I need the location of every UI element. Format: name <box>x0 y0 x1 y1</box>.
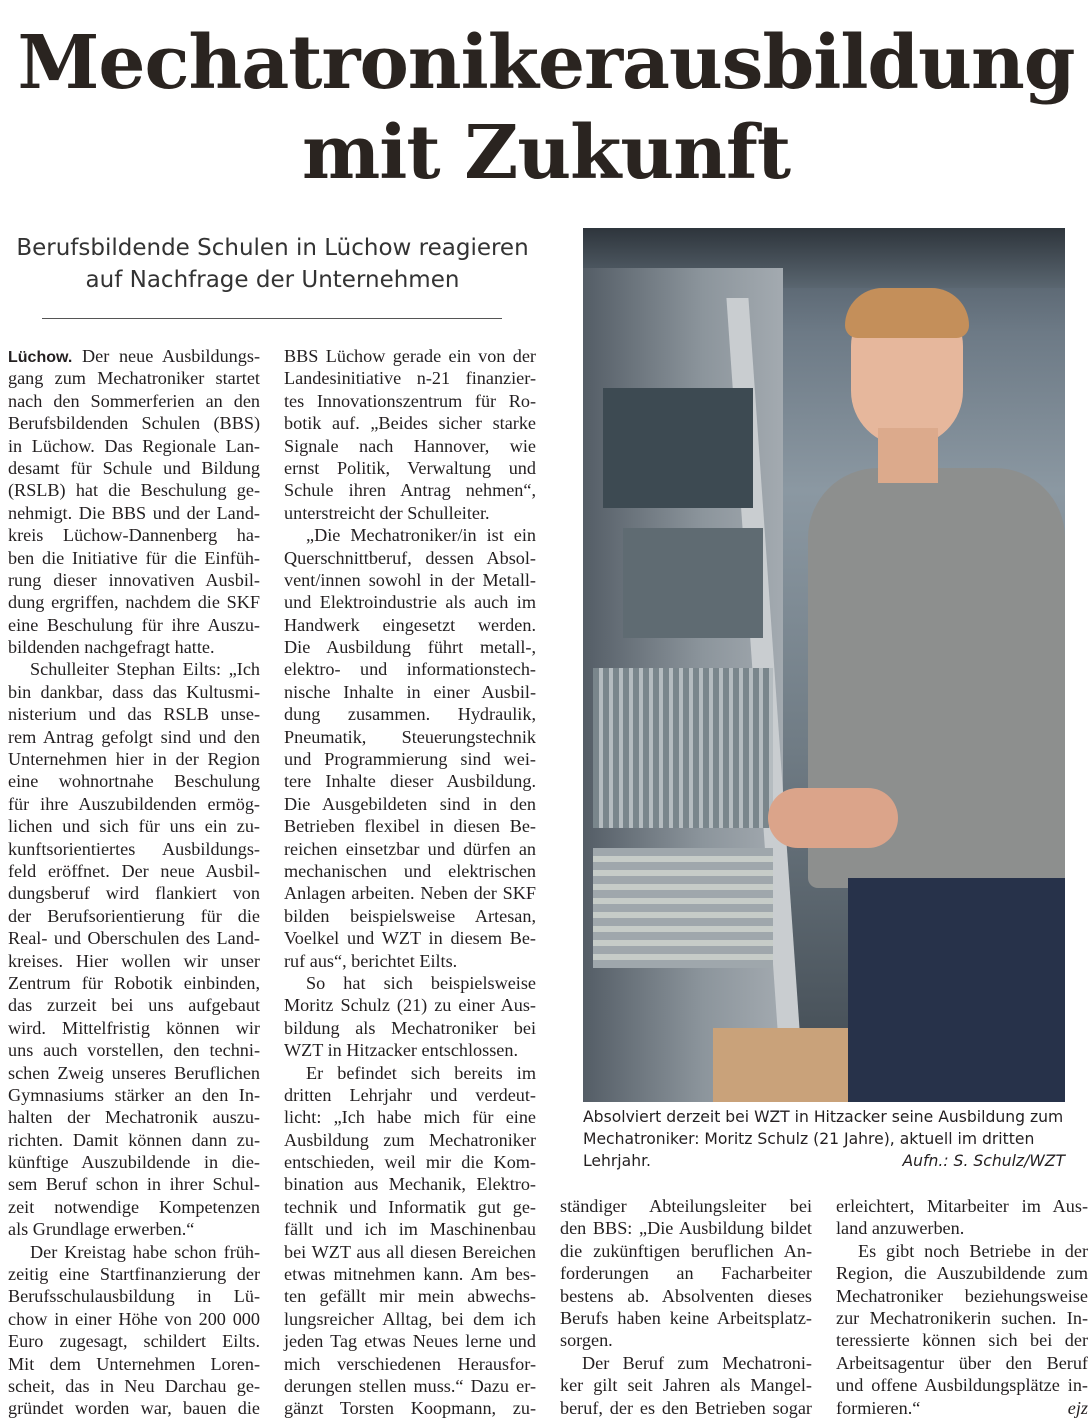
text-line: und Programmierung sind wei- <box>284 749 536 770</box>
text-line: Moritz Schulz (21) zu einer Aus- <box>284 995 536 1016</box>
text-line: ernst Politik, Verwaltung und <box>284 457 536 478</box>
text-line: und offene Ausbildungsplätze in- <box>836 1375 1088 1396</box>
text-line: dung zusammen. Hydraulik, <box>284 704 536 725</box>
text-line: formieren.“ ejz <box>836 1397 1088 1418</box>
text-line: licht: „Ich habe mich für eine <box>284 1107 536 1128</box>
text-line: dung ergriffen, nachdem die SKF <box>8 592 260 613</box>
text-line: scheit, das in Neu Darchau ge- <box>8 1375 260 1396</box>
paragraph <box>8 1241 260 1420</box>
text-line: sem Beruf schon in ihrer Schul- <box>8 1174 260 1195</box>
text-line: mechanischen und elektrischen <box>284 860 536 881</box>
text-line: Schulleiter Stephan Eilts: „Ich <box>30 659 260 680</box>
text-line: vent/innen sowohl in der Metall- <box>284 569 536 590</box>
article-column-2 <box>284 345 536 1420</box>
person-hands <box>768 788 898 848</box>
text-line: Mit dem Unternehmen Loren- <box>8 1353 260 1374</box>
headline-line-2: mit Zukunft <box>301 110 791 196</box>
text-line: halten der Mechatronik auszu- <box>8 1107 260 1128</box>
text-line: Signale nach Hannover, wie <box>284 435 536 456</box>
text-line: lungsreicher Alltag, bei dem ich <box>284 1308 536 1329</box>
text-line: bildenden nachgefragt hatte. <box>8 637 215 658</box>
text-line: Berufs haben keine Arbeitsplatz- <box>560 1307 812 1328</box>
text-line: und Elektroindustrie als auch im <box>284 592 536 613</box>
text-line: tes Innovationszentrum für Ro- <box>284 390 536 411</box>
person-neck <box>878 428 938 483</box>
text-line: botik auf. „Beides sicher starke <box>284 413 536 434</box>
subheadline-line-1: Berufsbildende Schulen in Lüchow reagieren <box>16 235 529 261</box>
text-line: Berufsbildenden Schulen (BBS) <box>8 413 260 434</box>
paragraph <box>836 1195 1088 1240</box>
text-line: bination aus Mechanik, Elektro- <box>284 1174 536 1195</box>
text-line: rem Antrag gefolgt sind und den <box>8 726 260 747</box>
text-line: kreises. Hier wollen wir unser <box>8 950 260 971</box>
text-line: eine Beschulung für ihre Auszu- <box>8 614 260 635</box>
paragraph <box>560 1195 812 1352</box>
text-line: Lüchow. Der neue Ausbildungs- <box>8 346 260 366</box>
wiring-rail <box>593 848 773 968</box>
text-line: eine wohnortnahe Beschulung <box>8 771 260 792</box>
text-line: für ihre Auszubildenden ermög- <box>8 793 260 814</box>
text-line: künftige Auszubildende in die- <box>8 1152 260 1173</box>
text-line: forderungen an Facharbeiter <box>560 1263 812 1284</box>
cabinet-module <box>603 388 753 508</box>
text-line: nach den Sommerferien an den <box>8 390 260 411</box>
article-column-1 <box>8 345 260 1420</box>
paragraph <box>836 1240 1088 1419</box>
person-hair <box>845 288 969 338</box>
text-line: nisterium und das RSLB unse- <box>8 704 260 725</box>
text-line: Der Beruf zum Mechatroni- <box>582 1352 812 1373</box>
text-line: zeit notwendige Kompetenzen <box>8 1196 260 1217</box>
text-line: gründet worden war, bauen die <box>8 1398 260 1419</box>
caption-line: Lehrjahr. <box>583 1152 652 1170</box>
photo-credit: Aufn.: S. Schulz/WZT <box>902 1152 1065 1170</box>
photo-caption <box>583 1106 1065 1172</box>
text-line: Querschnittberuf, dessen Absol- <box>284 547 536 568</box>
text-line: tere Inhalte dieser Ausbildung. <box>284 771 536 792</box>
text-line: ker gilt seit Jahren als Mangel- <box>560 1375 812 1396</box>
cabinet-module <box>623 528 763 638</box>
text-line: Arbeitsagentur über den Beruf <box>836 1352 1088 1373</box>
paragraph <box>560 1352 812 1419</box>
text-line: WZT in Hitzacker entschlossen. <box>284 1040 519 1061</box>
text-line: die zukünftigen beruflichen An- <box>560 1240 812 1261</box>
dateline: Lüchow. <box>8 349 73 366</box>
text-line: desamt für Schule und Bildung <box>8 457 260 478</box>
text-line: bin dankbar, dass das Kultusmi- <box>8 681 260 702</box>
text-line: erleichtert, Mitarbeiter im Aus- <box>836 1196 1088 1216</box>
text-line: ruf aus“, berichtet Eilts. <box>284 950 458 971</box>
subheadline-line-2: auf Nachfrage der Unternehmen <box>85 267 460 293</box>
text-line: Betrieben flexibel in diesen Be- <box>284 816 536 837</box>
text-line: den BBS: „Die Ausbildung bildet <box>560 1218 812 1239</box>
text-line: nehmigt. Die BBS und der Land- <box>8 502 260 523</box>
paragraph <box>8 658 260 1240</box>
text-line: ben die Initiative für die Einfüh- <box>8 547 260 568</box>
paragraph <box>8 345 260 658</box>
text-line: gänzt Torsten Koopmann, zu- <box>284 1398 536 1419</box>
text-line: Handwerk eingesetzt werden. <box>284 614 536 635</box>
terminal-blocks <box>593 668 773 828</box>
text-line: beruf, der es den Betrieben sogar <box>560 1397 812 1418</box>
text-line: Schule ihren Antrag nehmen“, <box>284 480 536 501</box>
text-line: land anzuwerben. <box>836 1218 965 1239</box>
text-line: lichen und sich für uns ein zu- <box>8 816 260 837</box>
text-line: entschieden, weil mir die Kom- <box>284 1152 536 1173</box>
text-line: Der Kreistag habe schon früh- <box>30 1241 260 1262</box>
text-line: wird. Mittelfristig können wir <box>8 1017 260 1038</box>
paragraph <box>284 345 536 524</box>
text-line: rung dieser innovativen Ausbil- <box>8 569 260 590</box>
caption-line: Mechatroniker: Moritz Schulz (21 Jahre), aktuell im dritten <box>583 1130 1035 1148</box>
text-line: So hat sich beispielsweise <box>306 972 536 993</box>
text-line: Euro zugesagt, schildert Eilts. <box>8 1331 260 1352</box>
headline-line-1: Mechatronikerausbildung <box>17 20 1075 106</box>
text-line: richten. Damit können dann zu- <box>8 1129 260 1150</box>
text-line: Er befindet sich bereits im <box>306 1062 536 1083</box>
text-line: Berufsschulausbildung in Lü- <box>8 1286 260 1307</box>
text-line: reichen einsetzbar und dürfen an <box>284 838 536 859</box>
paragraph <box>284 972 536 1062</box>
text-line: zeitig eine Startfinanzierung der <box>8 1264 260 1285</box>
text-line: in Lüchow. Das Regionale Lan- <box>8 435 260 456</box>
text-line: elektro- und informationstech- <box>284 659 536 680</box>
text-line: etwas mitnehmen kann. Am bes- <box>284 1264 536 1285</box>
text-line: Es gibt noch Betriebe in der <box>858 1240 1088 1261</box>
text-line: BBS Lüchow gerade ein von der <box>284 346 536 366</box>
text-line: unterstreicht der Schulleiter. <box>284 502 490 523</box>
text-line: sorgen. <box>560 1330 613 1351</box>
text-line: als Grundlage erwerben.“ <box>8 1219 195 1240</box>
text-line: Landesinitiative n-21 finanzier- <box>284 368 536 389</box>
text-line: bilden beispielsweise Artesan, <box>284 905 536 926</box>
text-line: bei WZT aus all diesen Bereichen <box>284 1241 536 1262</box>
text-line: Pneumatik, Steuerungstechnik <box>284 726 536 747</box>
text-line: kreis Lüchow-Dannenberg ha- <box>8 525 260 546</box>
article-column-3 <box>560 1195 812 1419</box>
text-line: mich verschiedenen Herausfor- <box>284 1353 536 1374</box>
text-line: Region, die Auszubildende zum <box>836 1263 1088 1284</box>
text-line: Unternehmen hier in der Region <box>8 749 260 770</box>
text-line: (RSLB) hat die Beschulung ge- <box>8 480 260 501</box>
text-line: technik und Informatik gut ge- <box>284 1196 536 1217</box>
text-line: Real- und Oberschulen des Land- <box>8 928 260 949</box>
text-line: uns auch vorstellen, den techni- <box>8 1040 260 1061</box>
text-line: kunftsorientiertes Ausbildungs- <box>8 838 260 859</box>
text-line: bestens ab. Absolventen dieses <box>560 1285 812 1306</box>
text-line: das zurzeit bei uns aufgebaut <box>8 995 260 1016</box>
text-line: bildung als Mechatroniker bei <box>284 1017 536 1038</box>
author-signature: ejz <box>1067 1397 1088 1418</box>
article-column-4 <box>836 1195 1088 1419</box>
text-line: gang zum Mechatroniker startet <box>8 368 260 389</box>
text-line: Anlagen arbeiten. Neben der SKF <box>284 883 536 904</box>
caption-line: Absolviert derzeit bei WZT in Hitzacker seine Ausbildung zum <box>583 1108 1064 1126</box>
text-line: Die Ausbildung führt metall-, <box>284 637 536 658</box>
text-line: Voelkel und WZT in diesem Be- <box>284 928 536 949</box>
paragraph <box>284 524 536 972</box>
article-photo <box>583 228 1065 1102</box>
work-trousers <box>848 878 1065 1102</box>
text-line: schen Zweig unseres Beruflichen <box>8 1062 260 1083</box>
text-line: derungen stellen muss.“ Dazu er- <box>284 1375 536 1396</box>
text-line: „Die Mechatroniker/in ist ein <box>306 525 536 546</box>
text-line: dungsberuf wird flankiert von <box>8 883 260 904</box>
subheadline-divider <box>42 318 502 319</box>
text-line: ständiger Abteilungsleiter bei <box>560 1196 812 1216</box>
text-line: feld eröffnet. Der neue Ausbil- <box>8 860 260 881</box>
text-line: der Berufsorientierung für die <box>8 905 260 926</box>
text-line: zur Mechatronikerin suchen. In- <box>836 1307 1088 1328</box>
text-line: chow in einer Höhe von 200 000 <box>8 1308 260 1329</box>
text-line: Zentrum für Robotik einbinden, <box>8 972 260 993</box>
text-line: fällt und ich im Maschinenbau <box>284 1219 536 1240</box>
text-line: Gymnasiums stärker an den In- <box>8 1084 260 1105</box>
paragraph <box>284 1062 536 1420</box>
text-line: nische Inhalte in einer Ausbil- <box>284 681 536 702</box>
text-line: Mechatroniker beziehungsweise <box>836 1285 1088 1306</box>
text-line: Ausbildung zum Mechatroniker <box>284 1129 536 1150</box>
text-line: teressierte können sich bei der <box>836 1330 1088 1351</box>
text-line: dritten Lehrjahr und verdeut- <box>284 1084 536 1105</box>
text-line: ten gefällt mir mein abwechs- <box>284 1286 536 1307</box>
text-line: jeden Tag etwas Neues lerne und <box>284 1331 536 1352</box>
text-line: Die Ausgebildeten sind in den <box>284 793 536 814</box>
